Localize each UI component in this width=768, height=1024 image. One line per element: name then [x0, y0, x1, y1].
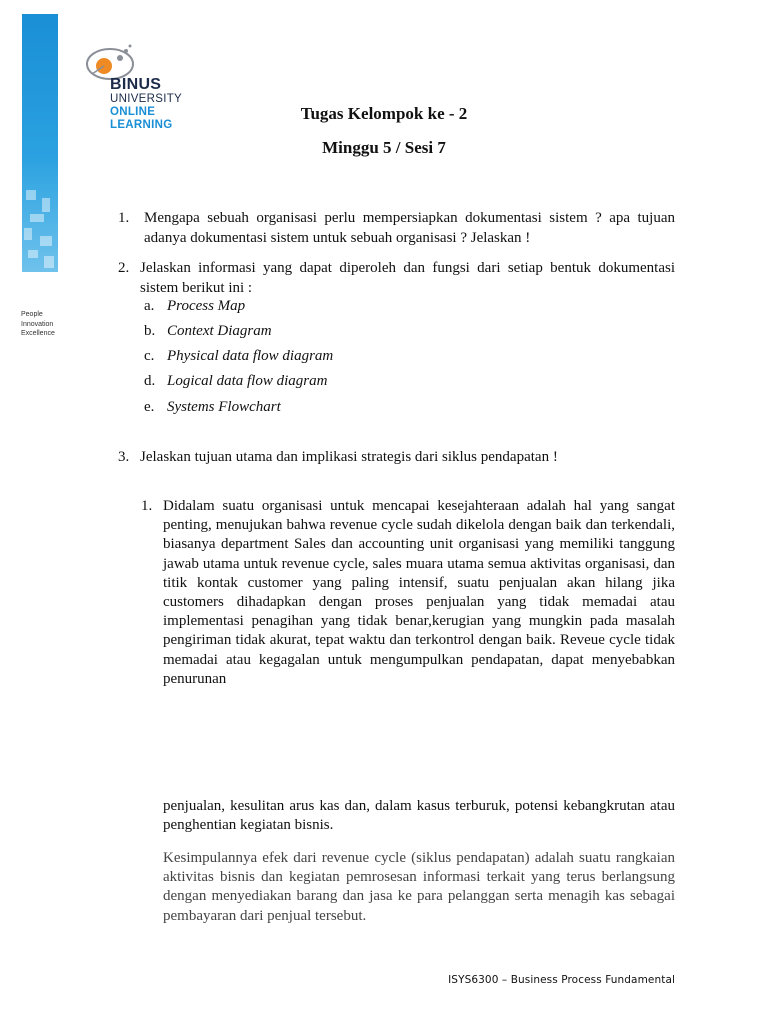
list-item: [144, 346, 333, 366]
question-number: 2.: [118, 260, 130, 276]
question-text: Jelaskan informasi yang dapat diperoleh dan fungsi dari setiap bentuk dokumentasi sistem berikut ini :: [140, 260, 675, 296]
question-text: Mengapa sebuah organisasi perlu mempersiapkan dokumentasi sistem ? apa tujuan adanya dokumentasi sistem untuk sebuah organisasi ? Jelaskan !: [144, 210, 675, 246]
item-letter: b.: [144, 323, 156, 339]
item-text: Process Map: [167, 298, 246, 314]
item-letter: e.: [144, 399, 155, 415]
list-item: [144, 371, 327, 391]
list-item: [144, 321, 272, 341]
question-text: Jelaskan tujuan utama dan implikasi strategis dari siklus pendapatan !: [140, 449, 558, 465]
question-3: [118, 447, 675, 467]
document-title: Tugas Kelompok ke - 2: [300, 104, 468, 123]
document-subtitle: Minggu 5 / Sesi 7: [322, 138, 446, 157]
conclusion-paragraph: Kesimpulannya efek dari revenue cycle (siklus pendapatan) adalah suatu rangkaian aktivitas bisnis dan kegiatan pemrosesan informasi terkait yang terus berlangsung dengan menyediakan barang dan jasa ke para pelanggan serta menagih kas sebagai pembayaran dari penjual tersebut.: [163, 850, 675, 924]
list-item: [144, 397, 281, 417]
brand-university: UNIVERSITY: [110, 93, 183, 105]
item-text: Systems Flowchart: [167, 399, 281, 415]
question-number: 1.: [118, 210, 130, 226]
item-letter: c.: [144, 348, 155, 364]
page-footer: ISYS6300 – Business Process Fundamental: [448, 974, 675, 986]
brand-name: BINUS: [110, 76, 162, 93]
item-text: Logical data flow diagram: [167, 373, 328, 389]
item-text: Physical data flow diagram: [167, 348, 334, 364]
question-number: 3.: [118, 449, 130, 465]
answer-paragraph: [141, 497, 675, 689]
question-2: [118, 258, 675, 298]
list-item: [144, 296, 245, 316]
tagline-innovation: Innovation: [21, 320, 54, 328]
answer-number: 1.: [141, 498, 153, 514]
item-letter: d.: [144, 373, 156, 389]
answer-continuation: penjualan, kesulitan arus kas dan, dalam kasus terburuk, potensi kebangkrutan atau penghentian kegiatan bisnis.: [163, 798, 675, 834]
question-1: [118, 208, 675, 248]
tagline-excellence: Excellence: [21, 330, 55, 337]
brand-online: ONLINE: [110, 106, 156, 118]
item-letter: a.: [144, 298, 155, 314]
brand-learning: LEARNING: [110, 119, 173, 131]
tagline: [21, 310, 81, 339]
answer-text: Didalam suatu organisasi untuk mencapai kesejahteraan adalah hal yang sangat penting, menujukan bahwa revenue cycle sudah dikelola dengan baik dan terkendali, biasanya department Sales dan accounting unit organisasi yang memiliki tanggung jawab utama untuk revenue cycle, sales muara utama semua aktivitas organisasi, dan titik kontak customer yang paling intensif, suatu penjualan akan hilang jika customers dihadapkan dengan proses penjualan yang tidak memadai atau implementasi penagihan yang tidak benar,kerugian yang mungkin pada masalah pengiriman tidak akurat, tepat waktu dan terkontrol dengan baik. Reveue cycle tidak memadai atau kegagalan untuk mengumpulkan pendapatan, dapat menyebabkan penurunan: [163, 498, 675, 687]
item-text: Context Diagram: [167, 323, 272, 339]
tagline-people: People: [21, 311, 43, 318]
